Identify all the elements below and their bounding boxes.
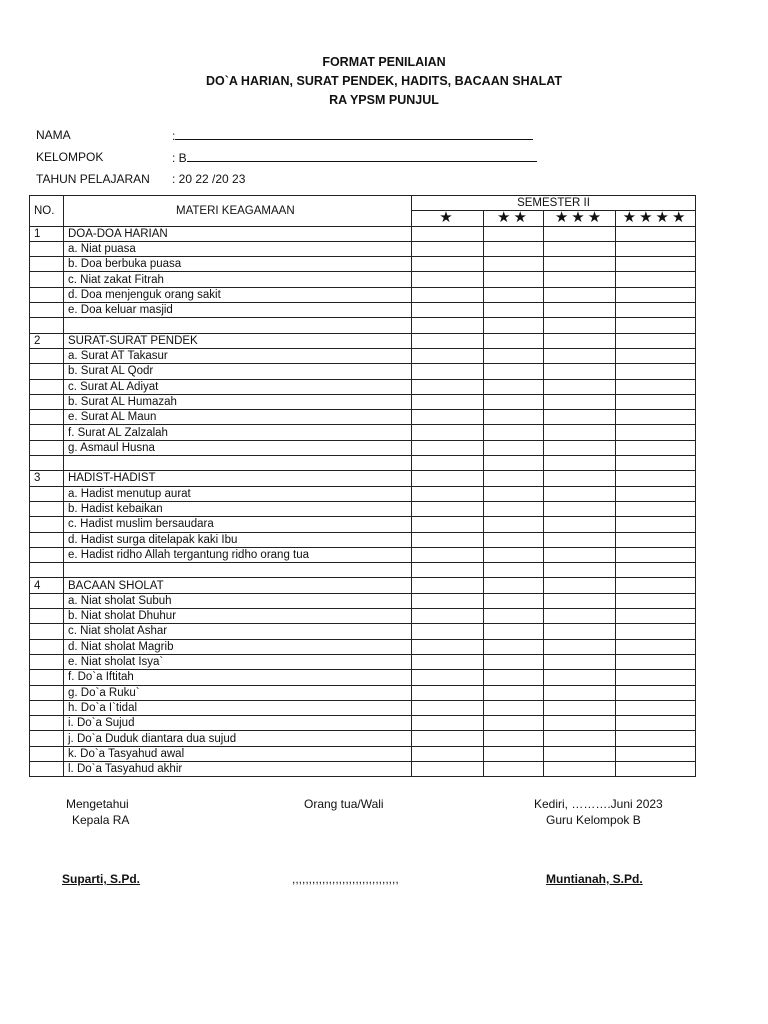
row-materi: e. Hadist ridho Allah tergantung ridho orang tua bbox=[64, 547, 412, 562]
score-cell-4-star[interactable] bbox=[616, 639, 696, 654]
row-number bbox=[30, 624, 64, 639]
score-cell-1-star[interactable] bbox=[412, 532, 484, 547]
row-number bbox=[30, 303, 64, 318]
table-row bbox=[30, 471, 696, 486]
row-number bbox=[30, 639, 64, 654]
row-number bbox=[30, 364, 64, 379]
score-cell-2-star[interactable] bbox=[484, 609, 544, 624]
nama-colon: : bbox=[172, 129, 176, 143]
score-cell-3-star[interactable] bbox=[544, 471, 616, 486]
score-cell-3-star[interactable] bbox=[544, 379, 616, 394]
table-row bbox=[30, 670, 696, 685]
score-cell-2-star[interactable] bbox=[484, 578, 544, 593]
score-cell-3-star[interactable] bbox=[544, 364, 616, 379]
score-cell-1-star[interactable] bbox=[412, 486, 484, 501]
row-number bbox=[30, 609, 64, 624]
table-row bbox=[30, 547, 696, 562]
row-materi: h. Do`a I`tidal bbox=[64, 700, 412, 715]
score-cell-2-star[interactable] bbox=[484, 731, 544, 746]
row-number bbox=[30, 746, 64, 761]
score-cell-1-star[interactable] bbox=[412, 425, 484, 440]
score-cell-4-star[interactable] bbox=[616, 731, 696, 746]
ortu-label: Orang tua/Wali bbox=[304, 797, 384, 811]
score-cell-4-star[interactable] bbox=[616, 609, 696, 624]
table-row bbox=[30, 731, 696, 746]
score-cell-2-star[interactable] bbox=[484, 394, 544, 409]
row-materi: g. Do`a Ruku` bbox=[64, 685, 412, 700]
score-cell-1-star[interactable] bbox=[412, 318, 484, 333]
kepala-label: Kepala RA bbox=[72, 813, 130, 827]
mengetahui-label: Mengetahui bbox=[66, 797, 129, 811]
table-row bbox=[30, 410, 696, 425]
score-cell-1-star[interactable] bbox=[412, 609, 484, 624]
score-cell-3-star[interactable] bbox=[544, 241, 616, 256]
place-date: Kediri, ……….Juni 2023 bbox=[534, 797, 663, 811]
score-cell-2-star[interactable] bbox=[484, 716, 544, 731]
row-number bbox=[30, 410, 64, 425]
table-row bbox=[30, 318, 696, 333]
score-cell-1-star[interactable] bbox=[412, 226, 484, 241]
row-number bbox=[30, 348, 64, 363]
table-body bbox=[30, 226, 696, 777]
score-cell-2-star[interactable] bbox=[484, 333, 544, 348]
score-cell-2-star[interactable] bbox=[484, 624, 544, 639]
star-2-icon: ★★ bbox=[484, 211, 544, 226]
score-cell-3-star[interactable] bbox=[544, 716, 616, 731]
row-materi: e. Niat sholat Isya` bbox=[64, 654, 412, 669]
row-materi: f. Surat AL Zalzalah bbox=[64, 425, 412, 440]
score-cell-4-star[interactable] bbox=[616, 486, 696, 501]
score-cell-3-star[interactable] bbox=[544, 685, 616, 700]
table-row bbox=[30, 241, 696, 256]
score-cell-1-star[interactable] bbox=[412, 348, 484, 363]
score-cell-4-star[interactable] bbox=[616, 563, 696, 578]
score-cell-4-star[interactable] bbox=[616, 303, 696, 318]
score-cell-3-star[interactable] bbox=[544, 303, 616, 318]
score-cell-4-star[interactable] bbox=[616, 700, 696, 715]
kelompok-label: KELOMPOK bbox=[36, 150, 104, 164]
score-cell-1-star[interactable] bbox=[412, 471, 484, 486]
row-materi: a. Niat sholat Subuh bbox=[64, 593, 412, 608]
row-number bbox=[30, 670, 64, 685]
score-cell-4-star[interactable] bbox=[616, 654, 696, 669]
score-cell-4-star[interactable] bbox=[616, 685, 696, 700]
table-row bbox=[30, 287, 696, 302]
score-cell-1-star[interactable] bbox=[412, 746, 484, 761]
row-materi: SURAT-SURAT PENDEK bbox=[64, 333, 412, 348]
score-cell-1-star[interactable] bbox=[412, 700, 484, 715]
score-cell-3-star[interactable] bbox=[544, 731, 616, 746]
score-cell-3-star[interactable] bbox=[544, 318, 616, 333]
score-cell-2-star[interactable] bbox=[484, 654, 544, 669]
score-cell-1-star[interactable] bbox=[412, 257, 484, 272]
nama-field[interactable] bbox=[172, 128, 533, 143]
score-cell-2-star[interactable] bbox=[484, 257, 544, 272]
row-materi: b. Surat AL Qodr bbox=[64, 364, 412, 379]
score-cell-3-star[interactable] bbox=[544, 624, 616, 639]
row-materi bbox=[64, 456, 412, 471]
row-number bbox=[30, 731, 64, 746]
row-number bbox=[30, 318, 64, 333]
table-row bbox=[30, 685, 696, 700]
table-row bbox=[30, 532, 696, 547]
score-cell-3-star[interactable] bbox=[544, 547, 616, 562]
score-cell-2-star[interactable] bbox=[484, 532, 544, 547]
row-number bbox=[30, 287, 64, 302]
row-materi: i. Do`a Sujud bbox=[64, 716, 412, 731]
row-number bbox=[30, 440, 64, 455]
score-cell-1-star[interactable] bbox=[412, 287, 484, 302]
score-cell-2-star[interactable] bbox=[484, 486, 544, 501]
table-row bbox=[30, 394, 696, 409]
score-cell-2-star[interactable] bbox=[484, 364, 544, 379]
row-materi: f. Do`a Iftitah bbox=[64, 670, 412, 685]
table-row bbox=[30, 379, 696, 394]
table-row bbox=[30, 654, 696, 669]
score-cell-4-star[interactable] bbox=[616, 348, 696, 363]
score-cell-1-star[interactable] bbox=[412, 716, 484, 731]
table-row bbox=[30, 716, 696, 731]
score-cell-3-star[interactable] bbox=[544, 639, 616, 654]
row-materi: b. Niat sholat Dhuhur bbox=[64, 609, 412, 624]
row-number bbox=[30, 716, 64, 731]
row-materi: DOA-DOA HARIAN bbox=[64, 226, 412, 241]
table-row bbox=[30, 333, 696, 348]
row-number bbox=[30, 425, 64, 440]
score-cell-3-star[interactable] bbox=[544, 563, 616, 578]
score-cell-2-star[interactable] bbox=[484, 456, 544, 471]
row-materi: a. Surat AT Takasur bbox=[64, 348, 412, 363]
score-cell-1-star[interactable] bbox=[412, 440, 484, 455]
guru-label: Guru Kelompok B bbox=[546, 813, 641, 827]
score-cell-1-star[interactable] bbox=[412, 563, 484, 578]
score-cell-3-star[interactable] bbox=[544, 425, 616, 440]
row-number bbox=[30, 563, 64, 578]
row-number bbox=[30, 700, 64, 715]
score-cell-2-star[interactable] bbox=[484, 471, 544, 486]
kelompok-field[interactable] bbox=[172, 150, 537, 165]
row-materi bbox=[64, 563, 412, 578]
score-cell-4-star[interactable] bbox=[616, 257, 696, 272]
table-row bbox=[30, 456, 696, 471]
score-cell-3-star[interactable] bbox=[544, 609, 616, 624]
score-cell-1-star[interactable] bbox=[412, 547, 484, 562]
table-row bbox=[30, 746, 696, 761]
score-cell-4-star[interactable] bbox=[616, 287, 696, 302]
form-subtitle: DO`A HARIAN, SURAT PENDEK, HADITS, BACAAN SHALAT bbox=[205, 74, 562, 88]
row-number bbox=[30, 685, 64, 700]
score-cell-2-star[interactable] bbox=[484, 547, 544, 562]
score-cell-4-star[interactable] bbox=[616, 333, 696, 348]
score-cell-4-star[interactable] bbox=[616, 517, 696, 532]
row-number bbox=[30, 593, 64, 608]
score-cell-1-star[interactable] bbox=[412, 593, 484, 608]
score-cell-1-star[interactable] bbox=[412, 272, 484, 287]
header-semester: SEMESTER II bbox=[412, 196, 696, 211]
score-cell-4-star[interactable] bbox=[616, 410, 696, 425]
score-cell-4-star[interactable] bbox=[616, 241, 696, 256]
score-cell-3-star[interactable] bbox=[544, 517, 616, 532]
table-row bbox=[30, 563, 696, 578]
row-materi: a. Niat puasa bbox=[64, 241, 412, 256]
score-cell-3-star[interactable] bbox=[544, 226, 616, 241]
score-cell-1-star[interactable] bbox=[412, 578, 484, 593]
score-cell-1-star[interactable] bbox=[412, 364, 484, 379]
ortu-signature-line[interactable]: ,,,,,,,,,,,,,,,,,,,,,,,,,,,,,,,, bbox=[292, 872, 399, 886]
row-materi: b. Surat AL Humazah bbox=[64, 394, 412, 409]
table-row bbox=[30, 578, 696, 593]
row-number bbox=[30, 547, 64, 562]
row-number bbox=[30, 241, 64, 256]
score-cell-3-star[interactable] bbox=[544, 410, 616, 425]
table-row bbox=[30, 624, 696, 639]
row-materi: b. Hadist kebaikan bbox=[64, 501, 412, 516]
score-cell-1-star[interactable] bbox=[412, 670, 484, 685]
row-materi: d. Niat sholat Magrib bbox=[64, 639, 412, 654]
score-cell-2-star[interactable] bbox=[484, 746, 544, 761]
table-row bbox=[30, 609, 696, 624]
form-title: FORMAT PENILAIAN bbox=[322, 55, 446, 69]
school-name: RA YPSM PUNJUL bbox=[329, 93, 439, 107]
guru-name: Muntianah, S.Pd. bbox=[546, 872, 643, 886]
score-cell-1-star[interactable] bbox=[412, 410, 484, 425]
score-cell-4-star[interactable] bbox=[616, 501, 696, 516]
score-cell-2-star[interactable] bbox=[484, 761, 544, 776]
row-number bbox=[30, 517, 64, 532]
score-cell-2-star[interactable] bbox=[484, 563, 544, 578]
score-cell-2-star[interactable] bbox=[484, 226, 544, 241]
table-row bbox=[30, 486, 696, 501]
assessment-table bbox=[29, 195, 696, 777]
row-materi: d. Hadist surga ditelapak kaki Ibu bbox=[64, 532, 412, 547]
score-cell-1-star[interactable] bbox=[412, 501, 484, 516]
score-cell-4-star[interactable] bbox=[616, 226, 696, 241]
row-number bbox=[30, 761, 64, 776]
row-materi bbox=[64, 318, 412, 333]
table-row bbox=[30, 501, 696, 516]
score-cell-2-star[interactable] bbox=[484, 670, 544, 685]
score-cell-3-star[interactable] bbox=[544, 456, 616, 471]
score-cell-4-star[interactable] bbox=[616, 670, 696, 685]
score-cell-4-star[interactable] bbox=[616, 425, 696, 440]
score-cell-3-star[interactable] bbox=[544, 287, 616, 302]
row-materi: e. Doa keluar masjid bbox=[64, 303, 412, 318]
row-materi: c. Surat AL Adiyat bbox=[64, 379, 412, 394]
score-cell-4-star[interactable] bbox=[616, 471, 696, 486]
score-cell-1-star[interactable] bbox=[412, 624, 484, 639]
score-cell-2-star[interactable] bbox=[484, 425, 544, 440]
score-cell-3-star[interactable] bbox=[544, 578, 616, 593]
table-row bbox=[30, 517, 696, 532]
row-materi: j. Do`a Duduk diantara dua sujud bbox=[64, 731, 412, 746]
score-cell-2-star[interactable] bbox=[484, 348, 544, 363]
star-1-icon: ★ bbox=[412, 211, 484, 226]
star-4-icon: ★★★★ bbox=[616, 211, 696, 226]
score-cell-3-star[interactable] bbox=[544, 532, 616, 547]
row-materi: HADIST-HADIST bbox=[64, 471, 412, 486]
score-cell-2-star[interactable] bbox=[484, 318, 544, 333]
score-cell-1-star[interactable] bbox=[412, 685, 484, 700]
score-cell-3-star[interactable] bbox=[544, 746, 616, 761]
tahun-value: : 20 22 /20 23 bbox=[172, 172, 246, 186]
score-cell-2-star[interactable] bbox=[484, 700, 544, 715]
table-row bbox=[30, 761, 696, 776]
row-number bbox=[30, 257, 64, 272]
row-number bbox=[30, 394, 64, 409]
row-materi: g. Asmaul Husna bbox=[64, 440, 412, 455]
table-row bbox=[30, 440, 696, 455]
score-cell-2-star[interactable] bbox=[484, 241, 544, 256]
score-cell-4-star[interactable] bbox=[616, 716, 696, 731]
row-number bbox=[30, 654, 64, 669]
score-cell-4-star[interactable] bbox=[616, 440, 696, 455]
score-cell-3-star[interactable] bbox=[544, 333, 616, 348]
header-no: NO. bbox=[30, 196, 64, 227]
table-row bbox=[30, 348, 696, 363]
score-cell-4-star[interactable] bbox=[616, 624, 696, 639]
score-cell-4-star[interactable] bbox=[616, 578, 696, 593]
score-cell-4-star[interactable] bbox=[616, 272, 696, 287]
score-cell-3-star[interactable] bbox=[544, 257, 616, 272]
table-row bbox=[30, 425, 696, 440]
star-3-icon: ★★★ bbox=[544, 211, 616, 226]
score-cell-4-star[interactable] bbox=[616, 761, 696, 776]
row-number: 2 bbox=[30, 333, 64, 348]
score-cell-1-star[interactable] bbox=[412, 639, 484, 654]
table-row bbox=[30, 272, 696, 287]
score-cell-4-star[interactable] bbox=[616, 746, 696, 761]
score-cell-3-star[interactable] bbox=[544, 394, 616, 409]
score-cell-2-star[interactable] bbox=[484, 593, 544, 608]
score-cell-2-star[interactable] bbox=[484, 272, 544, 287]
row-materi: l. Do`a Tasyahud akhir bbox=[64, 761, 412, 776]
nama-line bbox=[175, 128, 533, 140]
score-cell-2-star[interactable] bbox=[484, 287, 544, 302]
score-cell-1-star[interactable] bbox=[412, 394, 484, 409]
table-row bbox=[30, 593, 696, 608]
score-cell-3-star[interactable] bbox=[544, 272, 616, 287]
score-cell-2-star[interactable] bbox=[484, 685, 544, 700]
score-cell-2-star[interactable] bbox=[484, 639, 544, 654]
row-materi: BACAAN SHOLAT bbox=[64, 578, 412, 593]
score-cell-2-star[interactable] bbox=[484, 379, 544, 394]
score-cell-3-star[interactable] bbox=[544, 348, 616, 363]
score-cell-4-star[interactable] bbox=[616, 364, 696, 379]
row-materi: c. Niat sholat Ashar bbox=[64, 624, 412, 639]
row-materi: d. Doa menjenguk orang sakit bbox=[64, 287, 412, 302]
row-number bbox=[30, 272, 64, 287]
table-row bbox=[30, 257, 696, 272]
table-row bbox=[30, 364, 696, 379]
score-cell-2-star[interactable] bbox=[484, 410, 544, 425]
row-materi: e. Surat AL Maun bbox=[64, 410, 412, 425]
score-cell-3-star[interactable] bbox=[544, 670, 616, 685]
score-cell-3-star[interactable] bbox=[544, 501, 616, 516]
row-materi: k. Do`a Tasyahud awal bbox=[64, 746, 412, 761]
row-number: 1 bbox=[30, 226, 64, 241]
row-materi: c. Hadist muslim bersaudara bbox=[64, 517, 412, 532]
kepala-name: Suparti, S.Pd. bbox=[62, 872, 141, 886]
nama-label: NAMA bbox=[36, 128, 71, 142]
score-cell-3-star[interactable] bbox=[544, 761, 616, 776]
tahun-label: TAHUN PELAJARAN bbox=[36, 172, 150, 186]
score-cell-4-star[interactable] bbox=[616, 379, 696, 394]
row-number bbox=[30, 486, 64, 501]
header-materi: MATERI KEAGAMAAN bbox=[64, 196, 412, 227]
score-cell-1-star[interactable] bbox=[412, 303, 484, 318]
kelompok-value: : B bbox=[172, 151, 187, 165]
table-row bbox=[30, 700, 696, 715]
score-cell-3-star[interactable] bbox=[544, 486, 616, 501]
score-cell-1-star[interactable] bbox=[412, 654, 484, 669]
score-cell-1-star[interactable] bbox=[412, 761, 484, 776]
table-row bbox=[30, 303, 696, 318]
table-row bbox=[30, 639, 696, 654]
score-cell-1-star[interactable] bbox=[412, 456, 484, 471]
score-cell-1-star[interactable] bbox=[412, 379, 484, 394]
score-cell-1-star[interactable] bbox=[412, 731, 484, 746]
score-cell-4-star[interactable] bbox=[616, 456, 696, 471]
score-cell-2-star[interactable] bbox=[484, 517, 544, 532]
score-cell-4-star[interactable] bbox=[616, 532, 696, 547]
row-materi: c. Niat zakat Fitrah bbox=[64, 272, 412, 287]
score-cell-1-star[interactable] bbox=[412, 517, 484, 532]
row-number: 3 bbox=[30, 471, 64, 486]
score-cell-2-star[interactable] bbox=[484, 440, 544, 455]
score-cell-3-star[interactable] bbox=[544, 654, 616, 669]
score-cell-3-star[interactable] bbox=[544, 700, 616, 715]
row-number: 4 bbox=[30, 578, 64, 593]
score-cell-4-star[interactable] bbox=[616, 593, 696, 608]
score-cell-4-star[interactable] bbox=[616, 318, 696, 333]
row-number bbox=[30, 379, 64, 394]
row-number bbox=[30, 456, 64, 471]
score-cell-2-star[interactable] bbox=[484, 501, 544, 516]
score-cell-4-star[interactable] bbox=[616, 547, 696, 562]
row-number bbox=[30, 501, 64, 516]
score-cell-2-star[interactable] bbox=[484, 303, 544, 318]
score-cell-3-star[interactable] bbox=[544, 593, 616, 608]
row-materi: a. Hadist menutup aurat bbox=[64, 486, 412, 501]
score-cell-4-star[interactable] bbox=[616, 394, 696, 409]
score-cell-1-star[interactable] bbox=[412, 333, 484, 348]
table-row bbox=[30, 226, 696, 241]
score-cell-1-star[interactable] bbox=[412, 241, 484, 256]
kelompok-line bbox=[187, 150, 537, 162]
row-materi: b. Doa berbuka puasa bbox=[64, 257, 412, 272]
score-cell-3-star[interactable] bbox=[544, 440, 616, 455]
row-number bbox=[30, 532, 64, 547]
